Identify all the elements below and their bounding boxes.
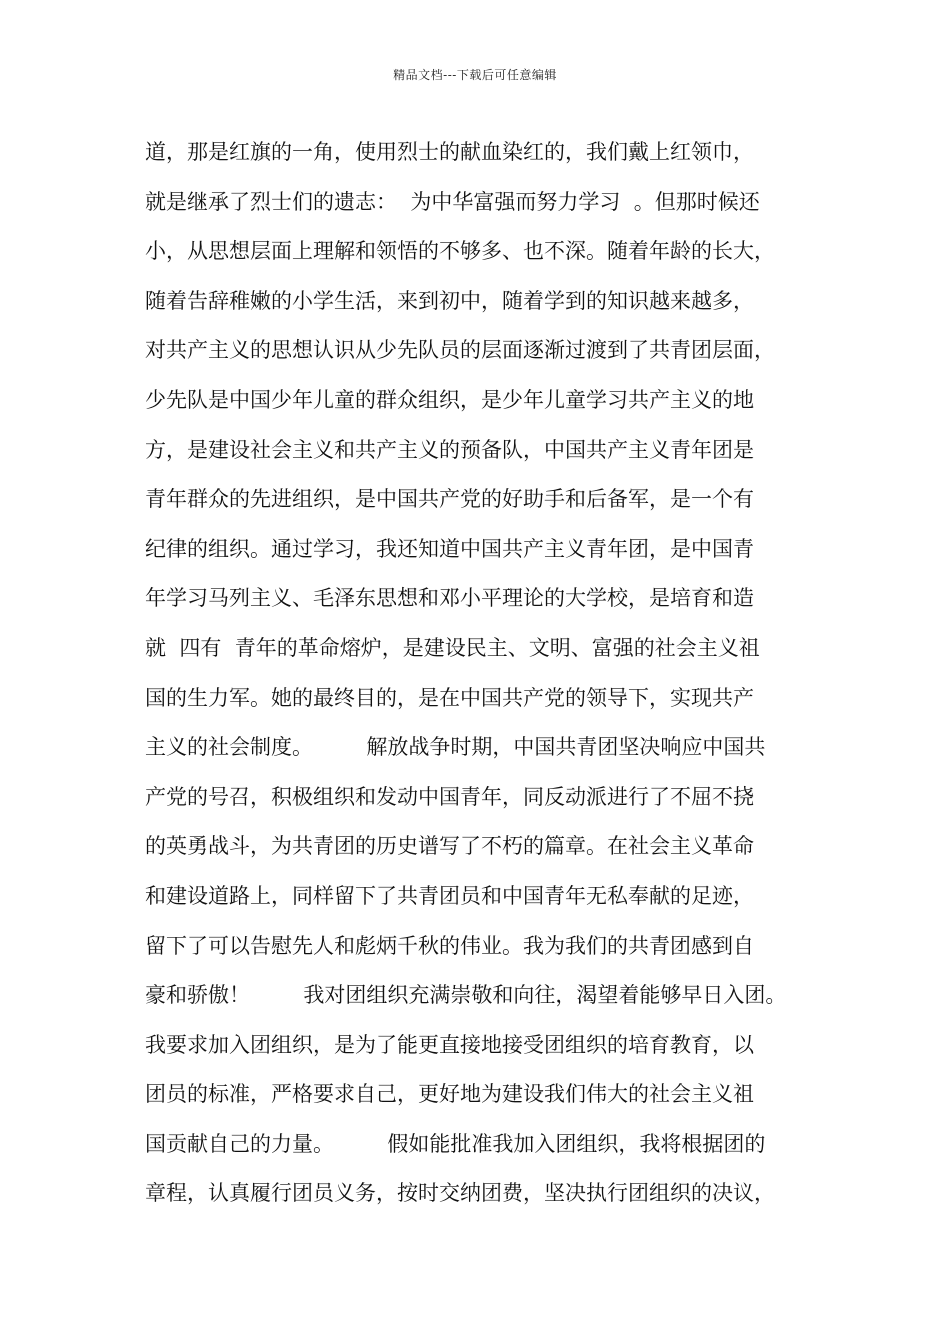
text-line: 年学习马列主义、毛泽东思想和邓小平理论的大学校，是培育和造 [145,586,754,611]
text-line: 就 四有 青年的革命熔炉，是建设民主、文明、富强的社会主义祖 [145,635,760,660]
body-text [145,128,835,1219]
text-line: 产党的号召，积极组织和发动中国青年，同反动派进行了不屈不挠 [145,784,754,809]
text-line: 就是继承了烈士们的遗志： 为中华富强而努力学习 。但那时候还 [145,189,760,214]
page-header: 精品文档---下载后可任意编辑 [393,68,557,82]
text-line: 豪和骄傲！ 我对团组织充满崇敬和向往，渴望着能够早日入团。 [145,983,787,1008]
text-line: 道，那是红旗的一角，使用烈士的献血染红的，我们戴上红领巾， [145,140,754,164]
text-line: 国贡献自己的力量。 假如能批准我加入团组织，我将根据团的 [145,1131,766,1156]
text-line: 随着告辞稚嫩的小学生活，来到初中，随着学到的知识越来越多， [145,288,754,313]
text-line: 章程，认真履行团员义务，按时交纳团费，坚决执行团组织的决议， [145,1181,775,1206]
text-line: 小，从思想层面上理解和领悟的不够多、也不深。随着年龄的长大， [145,239,775,264]
text-line: 少先队是中国少年儿童的群众组织，是少年儿童学习共产主义的地 [145,387,754,412]
text-line: 对共产主义的思想认识从少先队员的层面逐渐过渡到了共青团层面， [145,338,775,363]
text-line: 和建设道路上，同样留下了共青团员和中国青年无私奉献的足迹， [145,883,754,908]
text-line: 国的生力军。她的最终目的，是在中国共产党的领导下，实现共产 [145,685,754,710]
text-line: 纪律的组织。通过学习，我还知道中国共产主义青年团，是中国青 [145,536,754,561]
text-line: 的英勇战斗，为共青团的历史谱写了不朽的篇章。在社会主义革命 [145,834,754,859]
text-line: 留下了可以告慰先人和彪炳千秋的伟业。我为我们的共青团感到自 [145,933,754,958]
text-line: 主义的社会制度。 解放战争时期，中国共青团坚决响应中国共 [145,735,766,760]
text-line: 我要求加入团组织，是为了能更直接地接受团组织的培育教育，以 [145,1032,754,1057]
text-line: 青年群众的先进组织，是中国共产党的好助手和后备军，是一个有 [145,487,754,512]
text-line: 团员的标准，严格要求自己，更好地为建设我们伟大的社会主义祖 [145,1082,754,1107]
text-line: 方，是建设社会主义和共产主义的预备队，中国共产主义青年团是 [145,437,754,462]
